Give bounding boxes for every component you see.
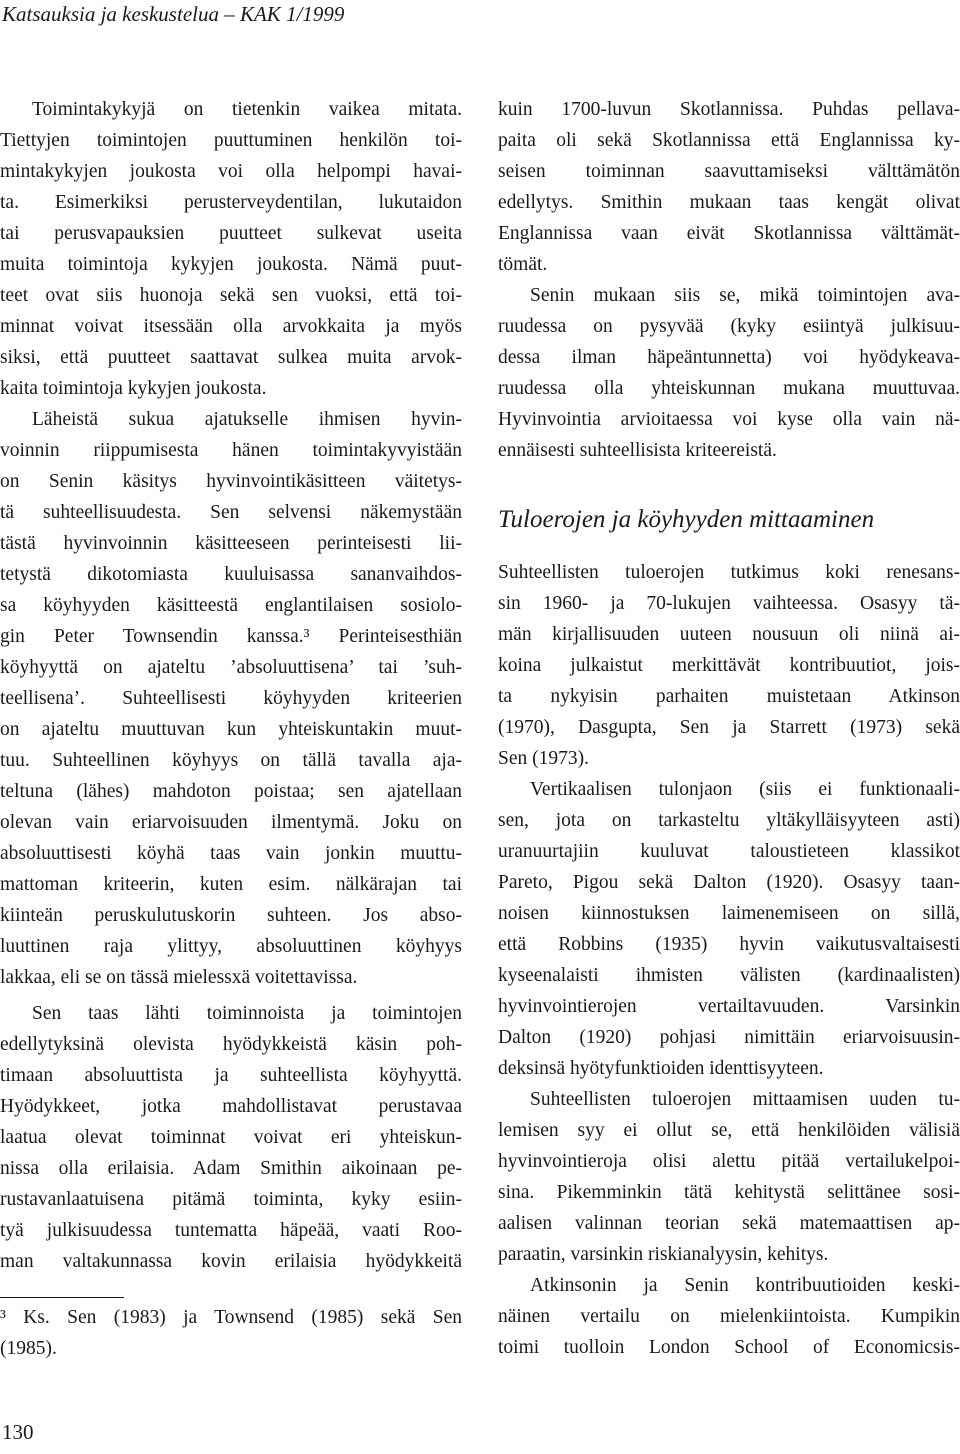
text-line: (1970), Dasgupta, Sen ja Starrett (1973) sekä bbox=[498, 717, 960, 738]
text-line: sa köyhyyden käsitteestä englantilaisen sosiolo- bbox=[0, 595, 462, 616]
text-line: kaita toimintoja kykyjen joukosta. bbox=[0, 378, 267, 399]
text-line: ruudessa on pysyvää (kyky esiintyä julkisuu- bbox=[498, 316, 960, 337]
text-line: tästä hyvinvoinnin käsitteeseen perinteisesti lii- bbox=[0, 533, 462, 554]
text-line: että Robbins (1935) hyvin vaikutusvaltaisesti bbox=[498, 934, 960, 955]
text-line: lakkaa, eli se on tässä mielessxä voitettavissa. bbox=[0, 967, 358, 988]
text-line: Vertikaalisen tulonjaon (siis ei funktionaali- bbox=[530, 779, 960, 800]
text-line: tömät. bbox=[498, 254, 548, 275]
text-line: deksinsä hyötyfunktioiden identtisyyteen. bbox=[498, 1058, 824, 1079]
text-line: ta nykyisin parhaiten muistetaan Atkinson bbox=[498, 686, 960, 707]
text-line: olevan vain eriarvoisuuden ilmentymä. Joku on bbox=[0, 812, 462, 833]
text-line: rustavanlaatuisena pitämä toiminta, kyky esiin- bbox=[0, 1189, 462, 1210]
text-line: edellytys. Smithin mukaan taas kengät olivat bbox=[498, 192, 960, 213]
text-line: Sen taas lähti toiminnoista ja toimintojen bbox=[32, 1003, 462, 1024]
text-line: minnat voivat itsessään olla arvokkaita ja myös bbox=[0, 316, 462, 337]
text-line: koina julkaistut merkittävät kontribuutiot, jois- bbox=[498, 655, 960, 676]
text-line: gin Peter Townsendin kanssa.³ Perinteisesthiän bbox=[0, 626, 462, 647]
text-line: mattoman kriteerin, kuten esim. nälkärajan tai bbox=[0, 874, 462, 895]
text-line: hyvinvointieroja olisi alettu pitää vertailukelpoi- bbox=[498, 1151, 960, 1172]
text-line: seisen toiminnan saavuttamiseksi välttämätön bbox=[498, 161, 960, 182]
text-line: Senin mukaan siis se, mikä toimintojen ava- bbox=[530, 285, 960, 306]
footnote bbox=[0, 1302, 462, 1364]
text-line: lemisen syy ei ollut se, että henkilöiden välisiä bbox=[498, 1120, 960, 1141]
text-line: dessa ilman häpeäntunnetta) voi hyödykeava- bbox=[498, 347, 960, 368]
text-line: Toimintakykyjä on tietenkin vaikea mitata. bbox=[32, 99, 462, 120]
text-line: luuttinen raja ylittyy, absoluuttinen köyhyys bbox=[0, 936, 462, 957]
text-line: on Senin käsitys hyvinvointikäsitteen väitetys- bbox=[0, 471, 462, 492]
text-line: ennäisesti suhteellisista kriteereistä. bbox=[498, 440, 777, 461]
right-body-text bbox=[498, 94, 960, 466]
text-line: Englannissa vaan eivät Skotlannissa välttämät- bbox=[498, 223, 960, 244]
text-line: man valtakunnassa kovin erilaisia hyödykkeitä bbox=[0, 1251, 462, 1272]
text-line: näinen vertailu on mielenkiintoista. Kumpikin bbox=[498, 1306, 960, 1327]
text-line: ruudessa olla yhteiskunnan mukana muuttuvaa. bbox=[498, 378, 960, 399]
text-line: tä suhteellisuudesta. Sen selvensi näkemystään bbox=[0, 502, 462, 523]
text-line: on ajateltu muuttuvan kun yhteiskuntakin muut- bbox=[0, 719, 462, 740]
text-line: tyä julkisuudessa tuntematta häpeää, vaati Roo- bbox=[0, 1220, 462, 1241]
text-line: (1985). bbox=[0, 1338, 57, 1359]
text-line: Tiettyjen toimintojen puuttuminen henkilön toi- bbox=[0, 130, 462, 151]
text-line: sina. Pikemminkin tätä kehitystä selittänee sosi- bbox=[498, 1182, 960, 1203]
text-line: Sen (1973). bbox=[498, 748, 589, 769]
text-line: ³ Ks. Sen (1983) ja Townsend (1985) sekä Sen bbox=[0, 1307, 462, 1328]
text-line: kiinteän peruskulutuskorin suhteen. Jos abso- bbox=[0, 905, 462, 926]
page-number: 130 bbox=[2, 1420, 34, 1444]
text-line: noisen kiinnostuksen laimenemiseen on sillä, bbox=[498, 903, 960, 924]
text-line: sen, jota on tarkasteltu yltäkylläisyyteen asti) bbox=[498, 810, 960, 831]
text-line: voinnin riippumisesta hänen toimintakyvyistään bbox=[0, 440, 462, 461]
text-line: ta. Esimerkiksi perusterveydentilan, lukutaidon bbox=[0, 192, 462, 213]
text-line: teet ovat siis huonoja sekä sen vuoksi, että toi- bbox=[0, 285, 462, 306]
text-line: Dalton (1920) pohjasi nimittäin eriarvoisuusin- bbox=[498, 1027, 960, 1048]
text-line: teellisena’. Suhteellisesti köyhyyden kriteerien bbox=[0, 688, 462, 709]
text-line: absoluuttisesti köyhä taas vain jonkin muuttu- bbox=[0, 843, 462, 864]
left-body-text bbox=[0, 94, 462, 1277]
text-line: aalisen valinnan teorian sekä matemaattisen ap- bbox=[498, 1213, 960, 1234]
left-column bbox=[0, 94, 462, 1364]
text-line: nissa olla erilaisia. Adam Smithin aikoinaan pe- bbox=[0, 1158, 462, 1179]
text-line: Läheistä sukua ajatukselle ihmisen hyvin- bbox=[32, 409, 462, 430]
text-line: teltuna (lähes) mahdoton poistaa; sen ajatellaan bbox=[0, 781, 462, 802]
text-line: Suhteellisten tuloerojen tutkimus koki renesans- bbox=[498, 562, 960, 583]
text-line: paita oli sekä Skotlannissa että Englannissa ky- bbox=[498, 130, 960, 151]
text-line: sin 1960- ja 70-lukujen vaihteessa. Osasyy tä- bbox=[498, 593, 960, 614]
text-line: hyvinvointierojen vertailtavuuden. Varsinkin bbox=[498, 996, 960, 1017]
text-line: siksi, että puutteet saattavat sulkea muita arvok- bbox=[0, 347, 462, 368]
text-line: tuu. Suhteellinen köyhyys on tällä tavalla aja- bbox=[0, 750, 462, 771]
text-line: tai perusvapauksien puutteet sulkevat useita bbox=[0, 223, 462, 244]
text-line: timaan absoluuttista ja suhteellista köyhyyttä. bbox=[0, 1065, 462, 1086]
running-head: Katsauksia ja keskustelua – KAK 1/1999 bbox=[2, 2, 345, 26]
text-line: Pareto, Pigou sekä Dalton (1920). Osasyy taan- bbox=[498, 872, 960, 893]
text-line: kyseenalaisti ihmisten välisten (kardinaalisten) bbox=[498, 965, 960, 986]
text-line: Suhteellisten tuloerojen mittaamisen uuden tu- bbox=[530, 1089, 960, 1110]
right-column bbox=[498, 94, 960, 1363]
right-body-text-2 bbox=[498, 557, 960, 1363]
text-line: tetystä dikotomiasta kuuluisassa sananvaihdos- bbox=[0, 564, 462, 585]
text-line: toimi tuolloin London School of Economicsis- bbox=[498, 1337, 960, 1358]
text-line: Hyvinvointia arvioitaessa voi kyse olla vain nä- bbox=[498, 409, 960, 430]
text-line: mintakykyjen joukosta voi olla helpompi havai- bbox=[0, 161, 462, 182]
text-line: Atkinsonin ja Senin kontribuutioiden keski- bbox=[530, 1275, 960, 1296]
text-line: kuin 1700-luvun Skotlannissa. Puhdas pellava- bbox=[498, 99, 960, 120]
footnote-rule bbox=[0, 1297, 124, 1298]
text-line: uranuurtajiin kuuluvat taloustieteen klassikot bbox=[498, 841, 960, 862]
text-line: paraatin, varsinkin riskianalyysin, kehitys. bbox=[498, 1244, 829, 1265]
text-line: edellytyksinä olevista hyödykkeistä käsin poh- bbox=[0, 1034, 462, 1055]
text-line: köyhyyttä on ajateltu ’absoluuttisena’ tai ’suh- bbox=[0, 657, 462, 678]
text-line: Hyödykkeet, jotka mahdollistavat perustavaa bbox=[0, 1096, 462, 1117]
section-heading: Tuloerojen ja köyhyyden mittaaminen bbox=[498, 506, 875, 533]
text-line: muita toimintoja kykyjen joukosta. Nämä puut- bbox=[0, 254, 462, 275]
text-line: män kirjallisuuden uuteen nousuun oli niinä ai- bbox=[498, 624, 960, 645]
text-line: laatua olevat toiminnat voivat eri yhteiskun- bbox=[0, 1127, 462, 1148]
